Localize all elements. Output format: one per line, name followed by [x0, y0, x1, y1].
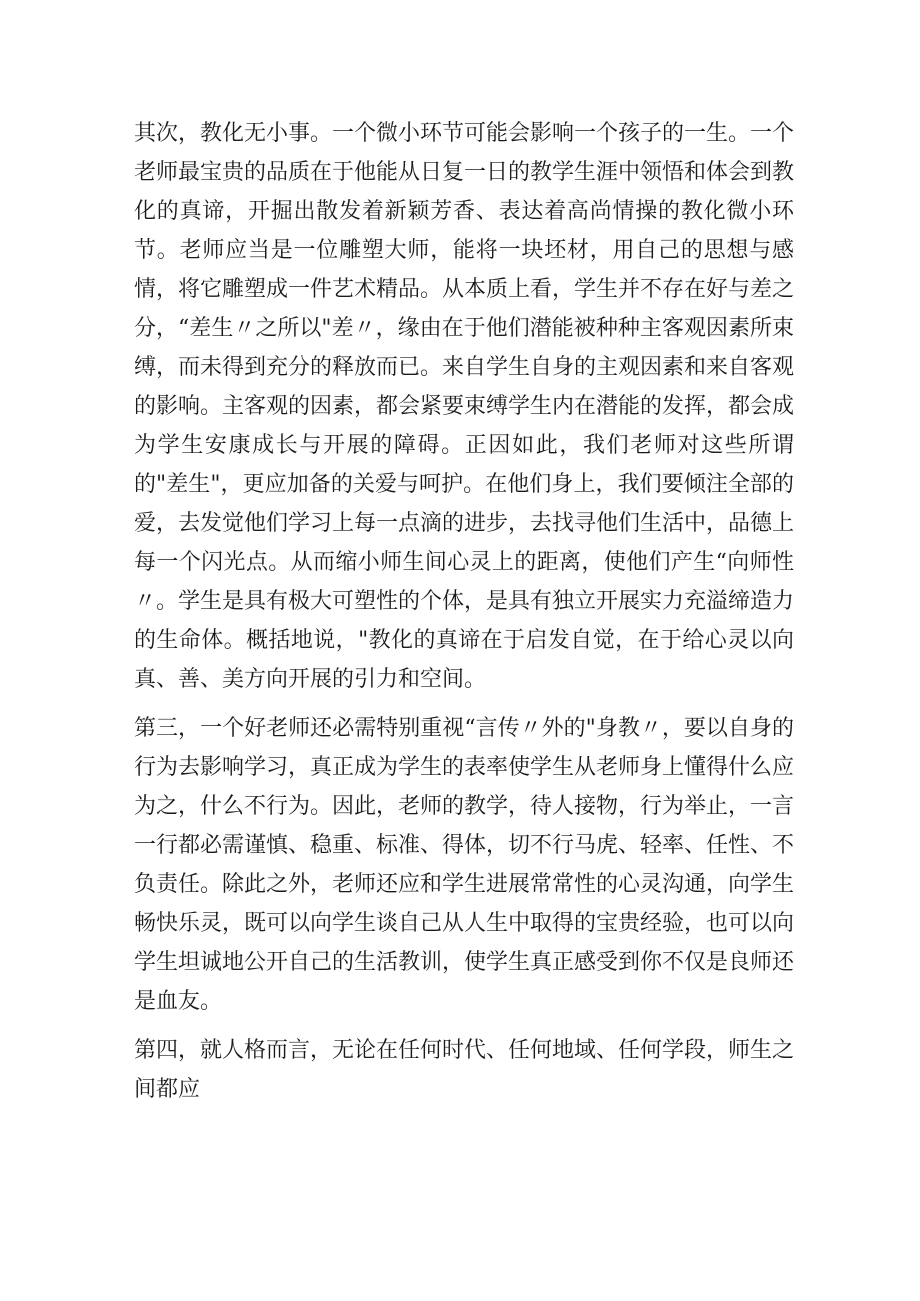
paragraph-3: 第四，就人格而言，无论在任何时代、任何地域、任何学段，师生之间都应: [134, 1038, 795, 1102]
document-body: [134, 114, 794, 1109]
paragraph-2: 第三，一个好老师还必需特别重视“言传〃外的"身教〃，要以自身的行为去影响学习，真正成为学生的表率使学生从老师身上懂得什么应为之，什么不行为。因此，老师的教学，待人接物，行为举止，一言一行都必需谨慎、稳重、标准、得体，切不行马虎、轻率、任性、不负责任。除此之外，老师还应和学生进展常常性的心灵沟通，向学生畅快乐灵，既可以向学生谈自己从人生中取得的宝贵经验，也可以向学生坦诚地公开自己的生活教训，使学生真正感受到你不仅是良师还是血友。: [134, 716, 795, 1014]
paragraph-1: 其次，教化无小事。一个微小环节可能会影响一个孩子的一生。一个老师最宝贵的品质在于他能从日复一日的教学生涯中领悟和体会到教化的真谛，开掘出散发着新颖芳香、表达着高尚情操的教化微小环节。老师应当是一位雕塑大师，能将一块坯材，用自己的思想与感情，将它雕塑成一件艺术精品。从本质上看，学生并不存在好与差之分，“差生〃之所以"差〃，缘由在于他们潜能被种种主客观因素所束缚，而未得到充分的释放而已。来自学生自身的主观因素和来自客观的影响。主客观的因素，都会紧要束缚学生内在潜能的发挥，都会成为学生安康成长与开展的障碍。正因如此，我们老师对这些所谓的"差生"，更应加备的关爱与呵护。在他们身上，我们要倾注全部的爱，去发觉他们学习上每一点滴的进步，去找寻他们生活中，品德上每一个闪光点。从而缩小师生间心灵上的距离，使他们产生“向师性〃。学生是具有极大可塑性的个体，是具有独立开展实力充溢缔造力的生命体。概括地说，"教化的真谛在于启发自觉，在于给心灵以向真、善、美方向开展的引力和空间。: [134, 121, 795, 692]
